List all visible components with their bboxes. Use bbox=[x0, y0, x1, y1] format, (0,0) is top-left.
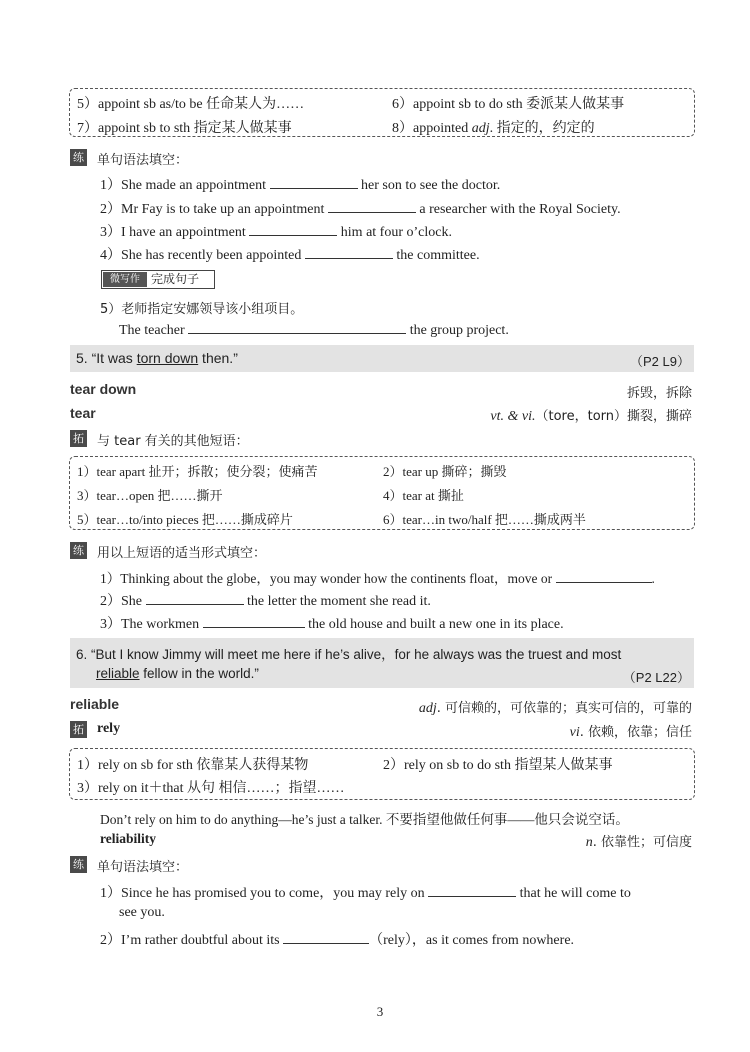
term-rely-meaning: vi. 依赖，依靠；信任 bbox=[569, 725, 692, 740]
tear-phrase-5: 5）tear…to/into pieces 把……撕成碎片 bbox=[77, 512, 293, 527]
rely-phrase-2: 2）rely on sb to do sth 指望某人做某事 bbox=[383, 758, 613, 773]
practice-tag: 练 bbox=[70, 542, 87, 559]
term-tear-down-meaning: 拆毁，拆除 bbox=[626, 386, 692, 401]
phrase-item-6: 6）appoint sb to do sth 委派某人做某事 bbox=[392, 97, 625, 112]
extension-tag: 拓 bbox=[70, 430, 87, 447]
term-rely: rely bbox=[97, 721, 121, 736]
extension-tag: 拓 bbox=[70, 721, 87, 738]
answer-blank[interactable] bbox=[305, 246, 393, 259]
phrase-item-7: 7）appoint sb to sth 指定某人做某事 bbox=[77, 121, 292, 136]
page-number: 3 bbox=[376, 1004, 384, 1019]
phrase-item-8: 8）appointed adj. 指定的，约定的 bbox=[392, 121, 595, 136]
rely-question-1: 1）Since he has promised you to come，you may rely on that he will come to bbox=[100, 886, 631, 901]
question-3: 3）I have an appointment him at four o’clock. bbox=[100, 225, 452, 240]
answer-blank[interactable] bbox=[270, 176, 358, 189]
term-tear-meaning: vt. & vi.（tore，torn）撕裂，撕碎 bbox=[490, 409, 692, 424]
term-reliability: reliability bbox=[100, 831, 156, 846]
tear-question-2: 2）She the letter the moment she read it. bbox=[100, 594, 431, 609]
tear-question-3: 3）The workmen the old house and built a new one in its place. bbox=[100, 617, 564, 632]
answer-blank[interactable] bbox=[428, 884, 516, 897]
answer-blank[interactable] bbox=[283, 931, 369, 944]
answer-blank[interactable] bbox=[188, 321, 406, 334]
term-tear: tear bbox=[70, 405, 96, 421]
tear-phrase-2: 2）tear up 撕碎；撕毁 bbox=[383, 464, 507, 479]
phrase-item-5: 5）appoint sb as/to be 任命某人为…… bbox=[77, 97, 305, 112]
example-sentence: Don’t rely on him to do anything—he’s just a talker. 不要指望他做任何事——他只会说空话。 bbox=[100, 812, 629, 827]
rely-question-2: 2）I’m rather doubtful about its （rely），as it comes from nowhere. bbox=[100, 933, 575, 948]
answer-blank[interactable] bbox=[556, 570, 652, 583]
practice-tag: 练 bbox=[70, 149, 87, 166]
tear-phrase-3: 3）tear…open 把……撕开 bbox=[77, 488, 223, 503]
tear-phrase-4: 4）tear at 撕扯 bbox=[383, 488, 464, 503]
exercise-title: 用以上短语的适当形式填空： bbox=[97, 546, 267, 561]
answer-blank[interactable] bbox=[249, 223, 337, 236]
answer-blank[interactable] bbox=[146, 592, 244, 605]
question-5-english: The teacher the group project. bbox=[119, 323, 509, 338]
term-reliability-meaning: n. 依靠性；可信度 bbox=[585, 835, 692, 850]
section-6-quote-line2: reliable fellow in the world.” bbox=[96, 666, 259, 681]
rely-phrase-3: 3）rely on it＋that 从句 相信……；指望…… bbox=[77, 781, 345, 796]
answer-blank[interactable] bbox=[328, 200, 416, 213]
micro-writing-label: 微写作 完成句子 bbox=[101, 270, 215, 289]
rely-phrase-1: 1）rely on sb for sth 依靠某人获得某物 bbox=[77, 758, 309, 773]
section-6-ref: （P2 L22） bbox=[622, 670, 690, 685]
term-reliable-meaning: adj. 可信赖的，可依靠的；真实可信的，可靠的 bbox=[418, 701, 692, 716]
term-reliable: reliable bbox=[70, 696, 120, 712]
question-4: 4）She has recently been appointed the committee. bbox=[100, 248, 480, 263]
tear-question-1: 1）Thinking about the globe，you may wonder how the continents float，move or . bbox=[100, 571, 655, 586]
tear-phrase-1: 1）tear apart 扯开；拆散；使分裂；使痛苦 bbox=[77, 464, 318, 479]
question-2: 2）Mr Fay is to take up an appointment a researcher with the Royal Society. bbox=[100, 202, 621, 217]
tear-phrase-6: 6）tear…in two/half 把……撕成两半 bbox=[383, 512, 586, 527]
term-tear-down: tear down bbox=[70, 381, 137, 397]
section-5-ref: （P2 L9） bbox=[630, 354, 690, 369]
section-6-quote-line1: 6. “But I know Jimmy will meet me here if he’s alive，for he always was the truest and most bbox=[76, 647, 622, 662]
exercise-title: 单句语法填空： bbox=[97, 153, 189, 168]
question-1: 1）She made an appointment her son to see the doctor. bbox=[100, 178, 501, 193]
practice-tag: 练 bbox=[70, 856, 87, 873]
answer-blank[interactable] bbox=[203, 615, 305, 628]
extension-title: 与 tear 有关的其他短语： bbox=[97, 434, 249, 449]
section-5-quote: 5. “It was torn down then.” bbox=[76, 350, 238, 366]
rely-question-1-cont: see you. bbox=[119, 905, 165, 920]
exercise-title: 单句语法填空： bbox=[97, 860, 189, 875]
question-5-chinese: 5）老师指定安娜领导该小组项目。 bbox=[100, 302, 304, 317]
